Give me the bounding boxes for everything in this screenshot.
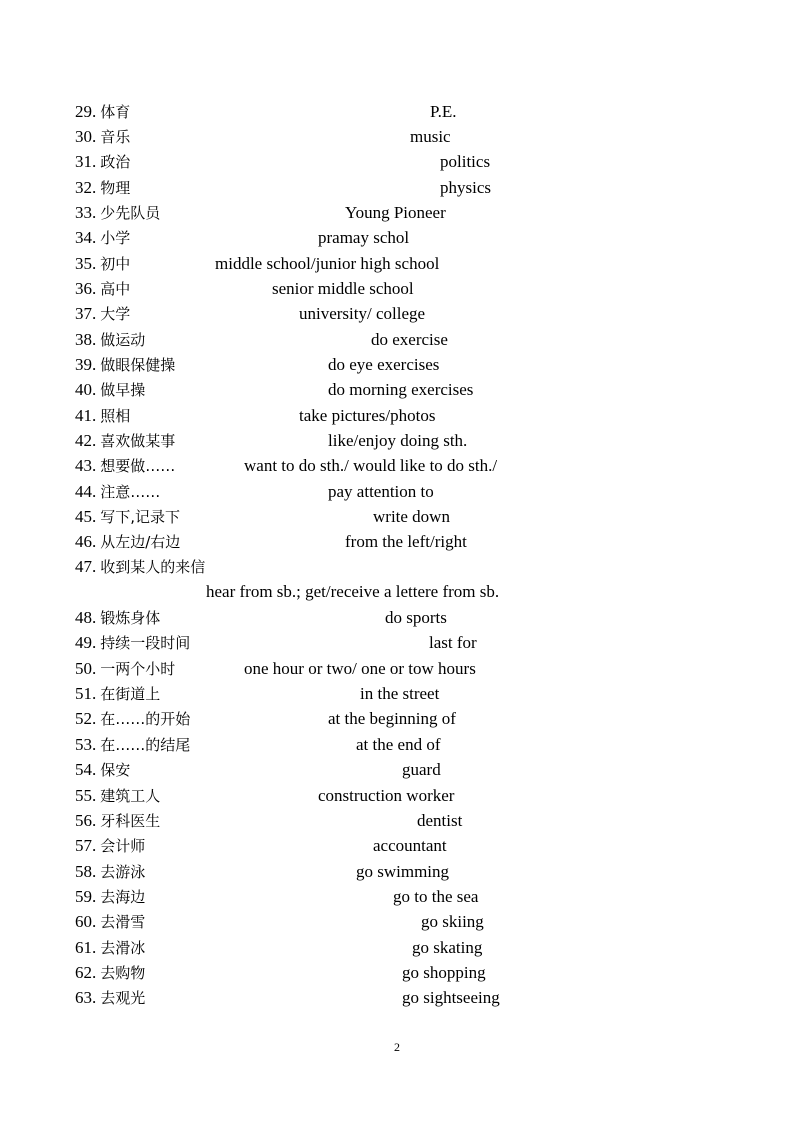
entry-number: 50.	[75, 659, 97, 678]
entry-chinese: 持续一段时间	[100, 634, 191, 652]
vocab-entry	[75, 859, 450, 884]
entry-english: politics	[440, 152, 491, 171]
entry-chinese: 音乐	[100, 128, 131, 146]
vocab-entry	[75, 554, 205, 579]
entry-number: 59.	[75, 887, 97, 906]
entry-english: go shopping	[402, 963, 486, 982]
vocab-entry	[75, 276, 414, 301]
vocab-entry	[75, 706, 456, 731]
entry-english: Young Pioneer	[345, 203, 446, 222]
vocab-entry	[75, 327, 448, 352]
vocab-entry	[75, 352, 440, 377]
entry-number: 32.	[75, 178, 97, 197]
entry-chinese: 去观光	[100, 989, 146, 1007]
entry-number: 45.	[75, 507, 97, 526]
entry-number: 60.	[75, 912, 97, 931]
vocab-entry	[75, 985, 500, 1010]
vocab-entry	[75, 225, 410, 250]
entry-english: in the street	[360, 684, 440, 703]
entry-english: from the left/right	[345, 532, 467, 551]
entry-number: 56.	[75, 811, 97, 830]
entry-english: dentist	[417, 811, 463, 830]
entry-chinese: 写下,记录下	[100, 508, 181, 526]
entry-english: senior middle school	[272, 279, 414, 298]
entry-english: one hour or two/ one or tow hours	[244, 659, 476, 678]
entry-number: 47.	[75, 557, 97, 576]
vocab-entry	[75, 149, 491, 174]
entry-number: 49.	[75, 633, 97, 652]
entry-english: go to the sea	[393, 887, 479, 906]
entry-chinese: 初中	[100, 255, 131, 273]
entry-number: 61.	[75, 938, 97, 957]
vocab-entry	[75, 732, 441, 757]
entry-number: 46.	[75, 532, 97, 551]
vocab-entry	[75, 428, 468, 453]
entry-chinese: 高中	[100, 280, 131, 298]
entry-number: 58.	[75, 862, 97, 881]
entry-english: accountant	[373, 836, 447, 855]
page-number: 2	[394, 1040, 400, 1054]
entry-english: middle school/junior high school	[215, 254, 440, 273]
entry-english: construction worker	[318, 786, 455, 805]
vocab-entry	[75, 783, 455, 808]
vocab-entry	[75, 656, 476, 681]
vocab-entry	[75, 960, 486, 985]
entry-number: 53.	[75, 735, 97, 754]
entry-chinese: 去滑雪	[100, 913, 146, 931]
entry-number: 62.	[75, 963, 97, 982]
vocab-entry	[75, 200, 446, 225]
entry-chinese: 在街道上	[100, 685, 161, 703]
entry-english: go skiing	[421, 912, 484, 931]
entry-chinese: 收到某人的来信	[100, 558, 206, 576]
entry-english: pay attention to	[328, 482, 434, 501]
entry-chinese: 做早操	[100, 381, 146, 399]
entry-english: do sports	[385, 608, 447, 627]
vocab-entry	[75, 833, 447, 858]
entry-number: 38.	[75, 330, 97, 349]
entry-number: 33.	[75, 203, 97, 222]
entry-english: want to do sth./ would like to do sth./	[244, 456, 498, 475]
entry-chinese: 大学	[100, 305, 131, 323]
entry-chinese: 锻炼身体	[100, 609, 161, 627]
vocab-entry	[75, 935, 483, 960]
entry-chinese: 去购物	[100, 964, 146, 982]
entry-english: go skating	[412, 938, 483, 957]
entry-chinese: 少先队员	[100, 204, 161, 222]
vocab-entry	[75, 884, 479, 909]
vocab-entry	[75, 529, 467, 554]
entry-english: at the end of	[356, 735, 441, 754]
entry-chinese: 体育	[100, 103, 131, 121]
entry-chinese: 政治	[100, 153, 131, 171]
entry-chinese: 去海边	[100, 888, 146, 906]
entry-number: 41.	[75, 406, 97, 425]
entry-chinese: 做眼保健操	[100, 356, 176, 374]
entry-number: 35.	[75, 254, 97, 273]
entry-chinese: 注意……	[100, 483, 161, 501]
vocab-entry	[75, 681, 440, 706]
entry-english: write down	[373, 507, 450, 526]
entry-number: 40.	[75, 380, 97, 399]
entry-chinese: 在……的开始	[100, 710, 191, 728]
entry-chinese: 一两个小时	[100, 660, 176, 678]
entry-chinese: 在……的结尾	[100, 736, 191, 754]
entry-number: 42.	[75, 431, 97, 450]
entry-english: guard	[402, 760, 441, 779]
entry-number: 52.	[75, 709, 97, 728]
entry-number: 29.	[75, 102, 97, 121]
vocab-entry	[75, 99, 457, 124]
entry-chinese: 物理	[100, 179, 131, 197]
entry-number: 48.	[75, 608, 97, 627]
entry-english: music	[410, 127, 451, 146]
vocab-entry	[75, 251, 440, 276]
entry-number: 36.	[75, 279, 97, 298]
entry-47-continuation: hear from sb.; get/receive a lettere from sb.	[206, 582, 500, 601]
entry-number: 44.	[75, 482, 97, 501]
entry-english: at the beginning of	[328, 709, 456, 728]
vocab-entry	[75, 757, 441, 782]
vocab-entry	[75, 630, 477, 655]
entry-number: 54.	[75, 760, 97, 779]
vocab-entry	[75, 403, 436, 428]
entry-english: do morning exercises	[328, 380, 474, 399]
entry-chinese: 去游泳	[100, 863, 146, 881]
vocab-entry	[75, 605, 447, 630]
entry-english: last for	[429, 633, 477, 652]
entry-number: 34.	[75, 228, 97, 247]
entry-number: 37.	[75, 304, 97, 323]
vocab-entry	[75, 479, 434, 504]
entry-chinese: 做运动	[100, 331, 146, 349]
entry-number: 63.	[75, 988, 97, 1007]
entry-english: like/enjoy doing sth.	[328, 431, 468, 450]
entry-english: P.E.	[430, 102, 457, 121]
vocab-entry	[75, 453, 498, 478]
vocab-entry	[75, 377, 474, 402]
entry-chinese: 会计师	[100, 837, 146, 855]
entry-number: 39.	[75, 355, 97, 374]
vocab-entry	[75, 504, 450, 529]
entry-english: go swimming	[356, 862, 450, 881]
entry-chinese: 照相	[100, 407, 131, 425]
entry-english: physics	[440, 178, 491, 197]
entry-chinese: 从左边/右边	[100, 533, 181, 551]
vocab-entry	[75, 301, 426, 326]
entry-english: take pictures/photos	[299, 406, 436, 425]
entry-chinese: 建筑工人	[100, 787, 161, 805]
entry-chinese: 牙科医生	[100, 812, 161, 830]
entry-number: 31.	[75, 152, 97, 171]
entry-chinese: 想要做……	[100, 457, 176, 475]
vocab-entry	[75, 808, 463, 833]
entry-number: 30.	[75, 127, 97, 146]
entry-english: university/ college	[299, 304, 426, 323]
entry-chinese: 小学	[100, 229, 131, 247]
entry-number: 57.	[75, 836, 97, 855]
entry-english: do eye exercises	[328, 355, 440, 374]
entry-chinese: 去滑冰	[100, 939, 146, 957]
entry-english: do exercise	[371, 330, 448, 349]
entry-number: 43.	[75, 456, 97, 475]
vocab-entry	[75, 909, 484, 934]
entry-number: 55.	[75, 786, 97, 805]
entry-number: 51.	[75, 684, 97, 703]
vocab-entry	[75, 175, 491, 200]
entry-english: pramay schol	[318, 228, 410, 247]
entry-english: go sightseeing	[402, 988, 500, 1007]
entry-chinese: 保安	[100, 761, 131, 779]
entry-chinese: 喜欢做某事	[100, 432, 176, 450]
vocab-entry	[75, 124, 451, 149]
